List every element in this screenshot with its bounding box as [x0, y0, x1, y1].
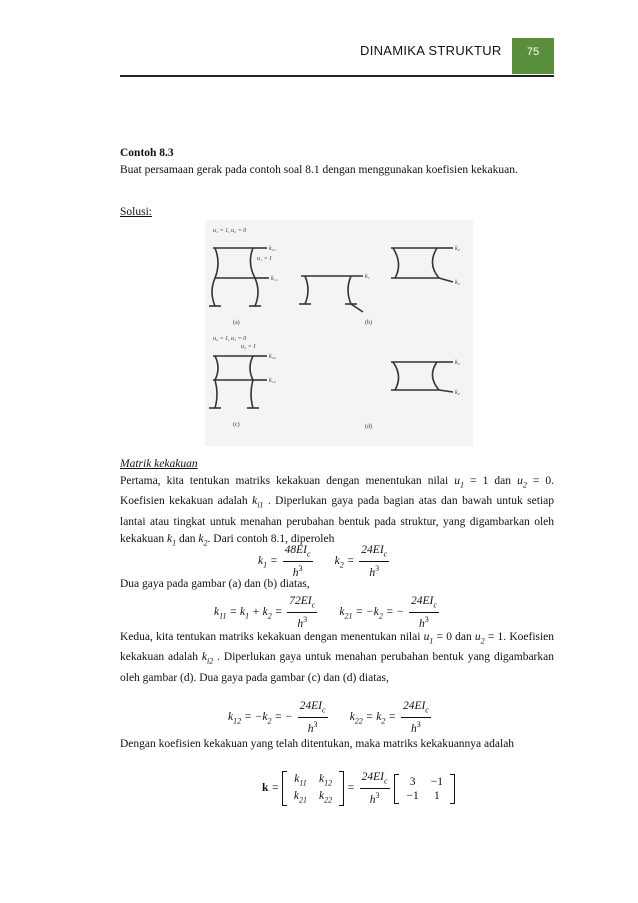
example-title: Contoh 8.3	[120, 147, 174, 159]
fig-d-k2b: k₂	[455, 390, 460, 396]
fig-d-tag: (d)	[365, 424, 372, 430]
paragraph-4: Dengan koefisien kekakuan yang telah ditentukan, maka matriks kekakuannya adalah	[120, 738, 515, 750]
structure-figure	[205, 220, 473, 446]
paragraph-1: Pertama, kita tentukan matriks kekakuan dengan menentukan nilai $u_1 = 1$ dan $u_2 = 0$. Koefisien kekakuan adalah $k_{i1}$ . Diperlukan gaya pada bagian atas dan bawah untuk setiap lantai atau tingkat untuk menahan perubahan bentuk pada struktur, yang digambarkan oleh kekakuan $k_1$ dan $k_2$. Dari contoh 8.1, diperoleh	[120, 475, 555, 547]
fig-c-cond: u₂ = 1, u₁ = 0	[213, 336, 247, 342]
fig-a-cond: u₁ = 1, u₂ = 0	[213, 228, 247, 234]
solution-label: Solusi:	[120, 206, 152, 218]
fig-c-k12: k₁₂	[269, 378, 276, 384]
equation-k11-k21: $k_{11} = k_1 + k_2$ = $\frac{72EI_c}{h^3}$ $k_{21} = -k_2$ = − $\frac{24EI_c}{h^3}$	[214, 595, 437, 631]
page-number-badge	[512, 38, 554, 74]
header-rule	[120, 75, 554, 77]
section-heading: Matrik kekakuan	[120, 458, 198, 470]
fig-c-tag: (c)	[233, 422, 240, 428]
fig-b-tag: (b)	[365, 320, 372, 326]
page-number: 75	[526, 46, 540, 58]
fig-b-k1: k₁	[365, 274, 370, 280]
paragraph-2: Dua gaya pada gambar (a) dan (b) diatas,	[120, 578, 310, 590]
stiffness-matrix-equation: k = $k_{11}$ $k_{12}$ $k_{21}$ $k_{22}$ = $\frac{24EI_c}{h^3}$ 3 −1 −1 1	[262, 770, 455, 807]
paragraph-3: Kedua, kita tentukan matriks kekakuan dengan menentukan nilai $u_1 = 0$ dan $u_2 = 1$. Koefisien kekakuan adalah $k_{i2}$ . Diperlukan gaya untuk menahan perubahan bentuk yang digambarkan oleh gambar (d). Dua gaya pada gambar (c) dan (d) diatas,	[120, 631, 555, 684]
example-prompt: Buat persamaan gerak pada contoh soal 8.1 dengan menggunakan koefisien kekakuan.	[120, 164, 518, 176]
fig-a-u1: u₁ = 1	[257, 256, 273, 262]
equation-k1-k2: $k_1$ = $\frac{48EI_c}{h^3}$ $k_2$ = $\frac{24EI_c}{h^3}$	[258, 544, 388, 580]
fig-tr-k2a: k₂	[455, 246, 460, 252]
fig-a-k21: k₂₁	[269, 246, 276, 252]
equation-k12-k22: $k_{12} = -k_2$ = − $\frac{24EI_c}{h^3}$ $k_{22} = k_2$ = $\frac{24EI_c}{h^3}$	[228, 700, 429, 736]
fig-tr-k2b: k₂	[455, 280, 460, 286]
fig-c-u2: u₂ = 1	[241, 344, 257, 350]
fig-c-k22: k₂₂	[269, 354, 276, 360]
fig-a-k11: k₁₁	[271, 276, 278, 282]
running-header-title: DINAMIKA STRUKTUR	[360, 43, 502, 58]
fig-d-k2a: k₂	[455, 360, 460, 366]
fig-a-tag: (a)	[233, 320, 240, 326]
